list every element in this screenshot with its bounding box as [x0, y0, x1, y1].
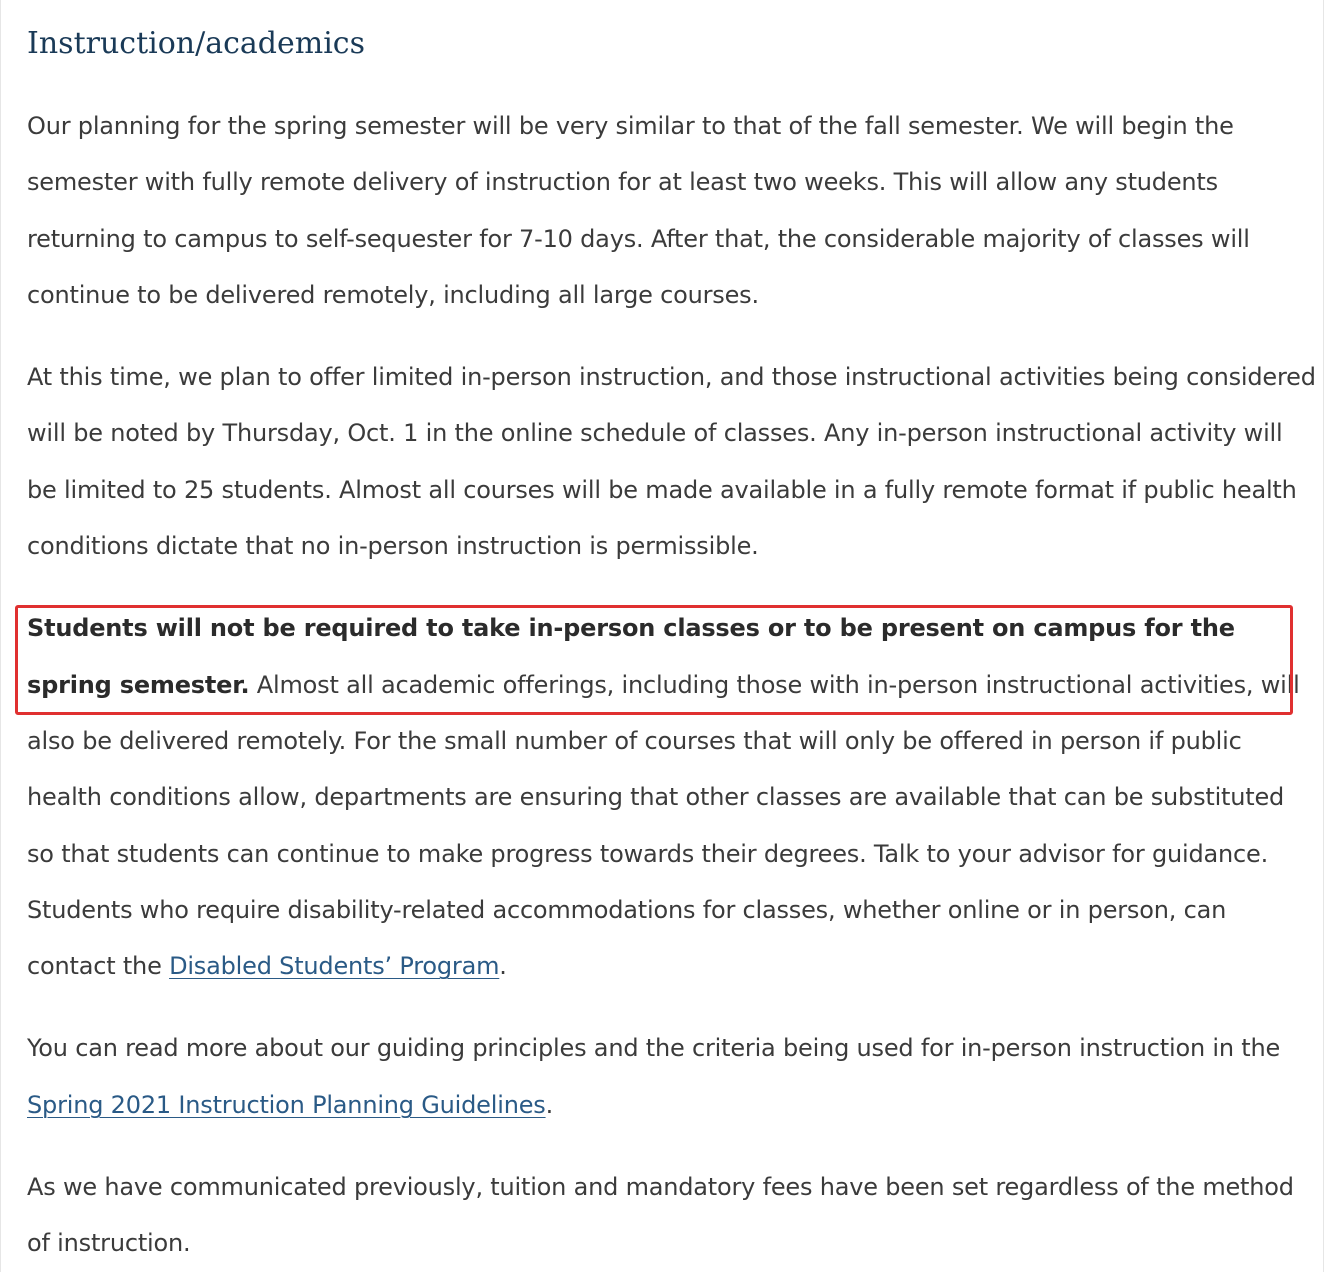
paragraph-period: .	[499, 952, 507, 981]
spring-2021-guidelines-link[interactable]: Spring 2021 Instruction Planning Guidelines	[27, 1090, 546, 1119]
section-heading: Instruction/academics	[27, 26, 365, 61]
highlighted-bold-statement: Students will not be required to take in-person classes or to be present on campus for the spring semester.	[27, 614, 1235, 699]
paragraph-in-person-limits: At this time, we plan to offer limited in-person instruction, and those instructional activities being considered will be noted by Thursday, Oct. 1 in the online schedule of classes. Any in-person instructional activity will be limited to 25 students. Almost all courses will be made available in a fully remote format if public health conditions dictate that no in-person instruction is permissible.	[27, 363, 1316, 561]
paragraph-planning: Our planning for the spring semester will be very similar to that of the fall semester. We will begin the semester with fully remote delivery of instruction for at least two weeks. This will allow any students returning to campus to self-sequester for 7-10 days. After that, the considerable majority of classes will continue to be delivered remotely, including all large courses.	[27, 112, 1250, 309]
paragraph-not-required-text: Almost all academic offerings, including those with in-person instructional activities, will also be delivered remotely. For the small number of courses that will only be offered in person if public health conditions allow, departments are ensuring that other classes are available that can be substituted so that students can continue to make progress towards their degrees. Talk to your advisor for guidance. Students who require disability-related accommodations for classes, whether online or in person, can contact the	[27, 670, 1300, 981]
paragraph-not-required	[27, 600, 1317, 994]
disabled-students-program-link[interactable]: Disabled Students’ Program	[169, 952, 500, 981]
paragraph-guidelines	[27, 1020, 1317, 1133]
article-content	[27, 18, 1317, 1272]
paragraph-guidelines-text: You can read more about our guiding principles and the criteria being used for in-person instruction in the	[27, 1034, 1281, 1063]
paragraph-period: .	[545, 1090, 554, 1119]
paragraph-tuition: As we have communicated previously, tuition and mandatory fees have been set regardless of the method of instruction.	[27, 1173, 1294, 1258]
